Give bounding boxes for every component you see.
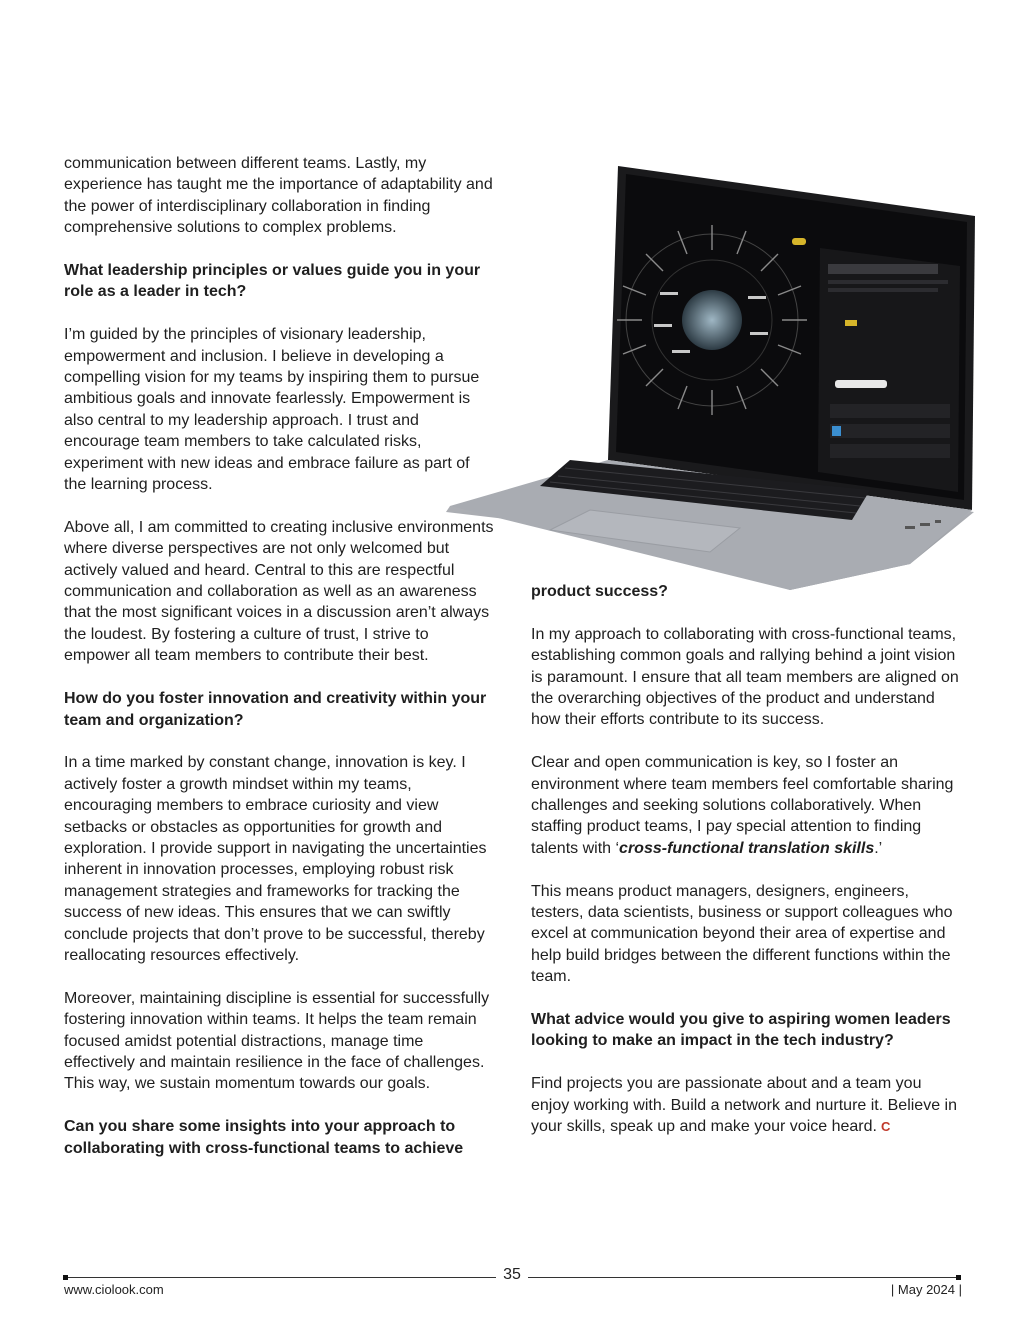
text-span: .’ bbox=[874, 839, 883, 857]
paragraph: In a time marked by constant change, innovation is key. I actively foster a growth mindset within my teams, encouraging members to embrace curiosity and view setbacks or obstacles as opportunities for growth and exploration. I provide support in navigating the uncertainties inherent in innovation processes, employing robust risk management strategies and frameworks for tracking the success of new ideas. This ensures that we can swiftly conclude projects that don’t prove to be successful, thereby reallocating resources effectively. bbox=[64, 754, 487, 964]
paragraph: communication between different teams. Lastly, my experience has taught me the importance of adaptability and the power of interdisciplinary collaboration in finding comprehensive solutions to complex problems. bbox=[64, 155, 493, 237]
left-column bbox=[64, 153, 496, 1180]
paragraph bbox=[531, 752, 963, 859]
question-heading: How do you foster innovation and creativity within your team and organization? bbox=[64, 690, 487, 729]
paragraph bbox=[531, 1073, 963, 1137]
paragraph: Moreover, maintaining discipline is essential for successfully fostering innovation within teams. It helps the team remain focused amidst potential distractions, manage time effectively and maintain resilience in the face of challenges. This way, we sustain momentum towards our goals. bbox=[64, 989, 490, 1093]
question-heading: Can you share some insights into your approach to collaborating with cross-functional teams to achieve bbox=[64, 1118, 464, 1157]
text-span: Clear and open communication is key, so I foster an environment where team members feel comfortable sharing challenges and seeking solutions collaboratively. When staffing product teams, I pay special attention to finding talents with ‘ bbox=[531, 754, 954, 857]
question-heading: What advice would you give to aspiring women leaders looking to make an impact in the tech industry? bbox=[531, 1011, 951, 1050]
footer-rule-dot bbox=[63, 1275, 68, 1280]
question-heading: What leadership principles or values guide you in your role as a leader in tech? bbox=[64, 262, 481, 301]
end-mark-logo: C bbox=[880, 1119, 891, 1135]
paragraph: In my approach to collaborating with cross-functional teams, establishing common goals and rallying behind a joint vision is paramount. I ensure that all team members are aligned on the overarching objectives of the product and understand how their efforts contribute to its success. bbox=[531, 625, 959, 729]
question-heading-continuation: product success? bbox=[531, 583, 668, 600]
footer-rule-dot bbox=[956, 1275, 961, 1280]
text-span: Find projects you are passionate about and a team you enjoy working with. Build a network and nurture it. Believe in your skills, speak up and make your voice heard. bbox=[531, 1075, 957, 1136]
footer-website: www.ciolook.com bbox=[64, 1282, 164, 1297]
footer-date: | May 2024 | bbox=[890, 1282, 962, 1297]
paragraph: I’m guided by the principles of visionary leadership, empowerment and inclusion. I believe in developing a compelling vision for my teams by inspiring them to pursue ambitious goals and innovate fearlessly. Empowerment is also central to my leadership approach. I trust and encourage team members to take calculated risks, experiment with new ideas and embrace failure as part of the learning process. bbox=[64, 326, 480, 494]
paragraph: This means product managers, designers, engineers, testers, data scientists, business or support colleagues who excel at communication beyond their area of expertise and help build bridges between the different functions within the team. bbox=[531, 882, 953, 986]
paragraph: Above all, I am committed to creating inclusive environments where diverse perspectives are not only welcomed but actively valued and heard. Central to this are respectful communication and collaboration as well as an awareness that the most significant voices in a discussion aren’t always the loudest. By fostering a culture of trust, I strive to empower all team members to contribute their best. bbox=[64, 518, 494, 665]
laptop-illustration bbox=[440, 160, 980, 590]
page-number: 35 bbox=[496, 1266, 528, 1284]
right-column bbox=[531, 581, 963, 1159]
emphasis-text: cross-functional translation skills bbox=[619, 839, 875, 857]
laptop-image bbox=[440, 160, 980, 590]
